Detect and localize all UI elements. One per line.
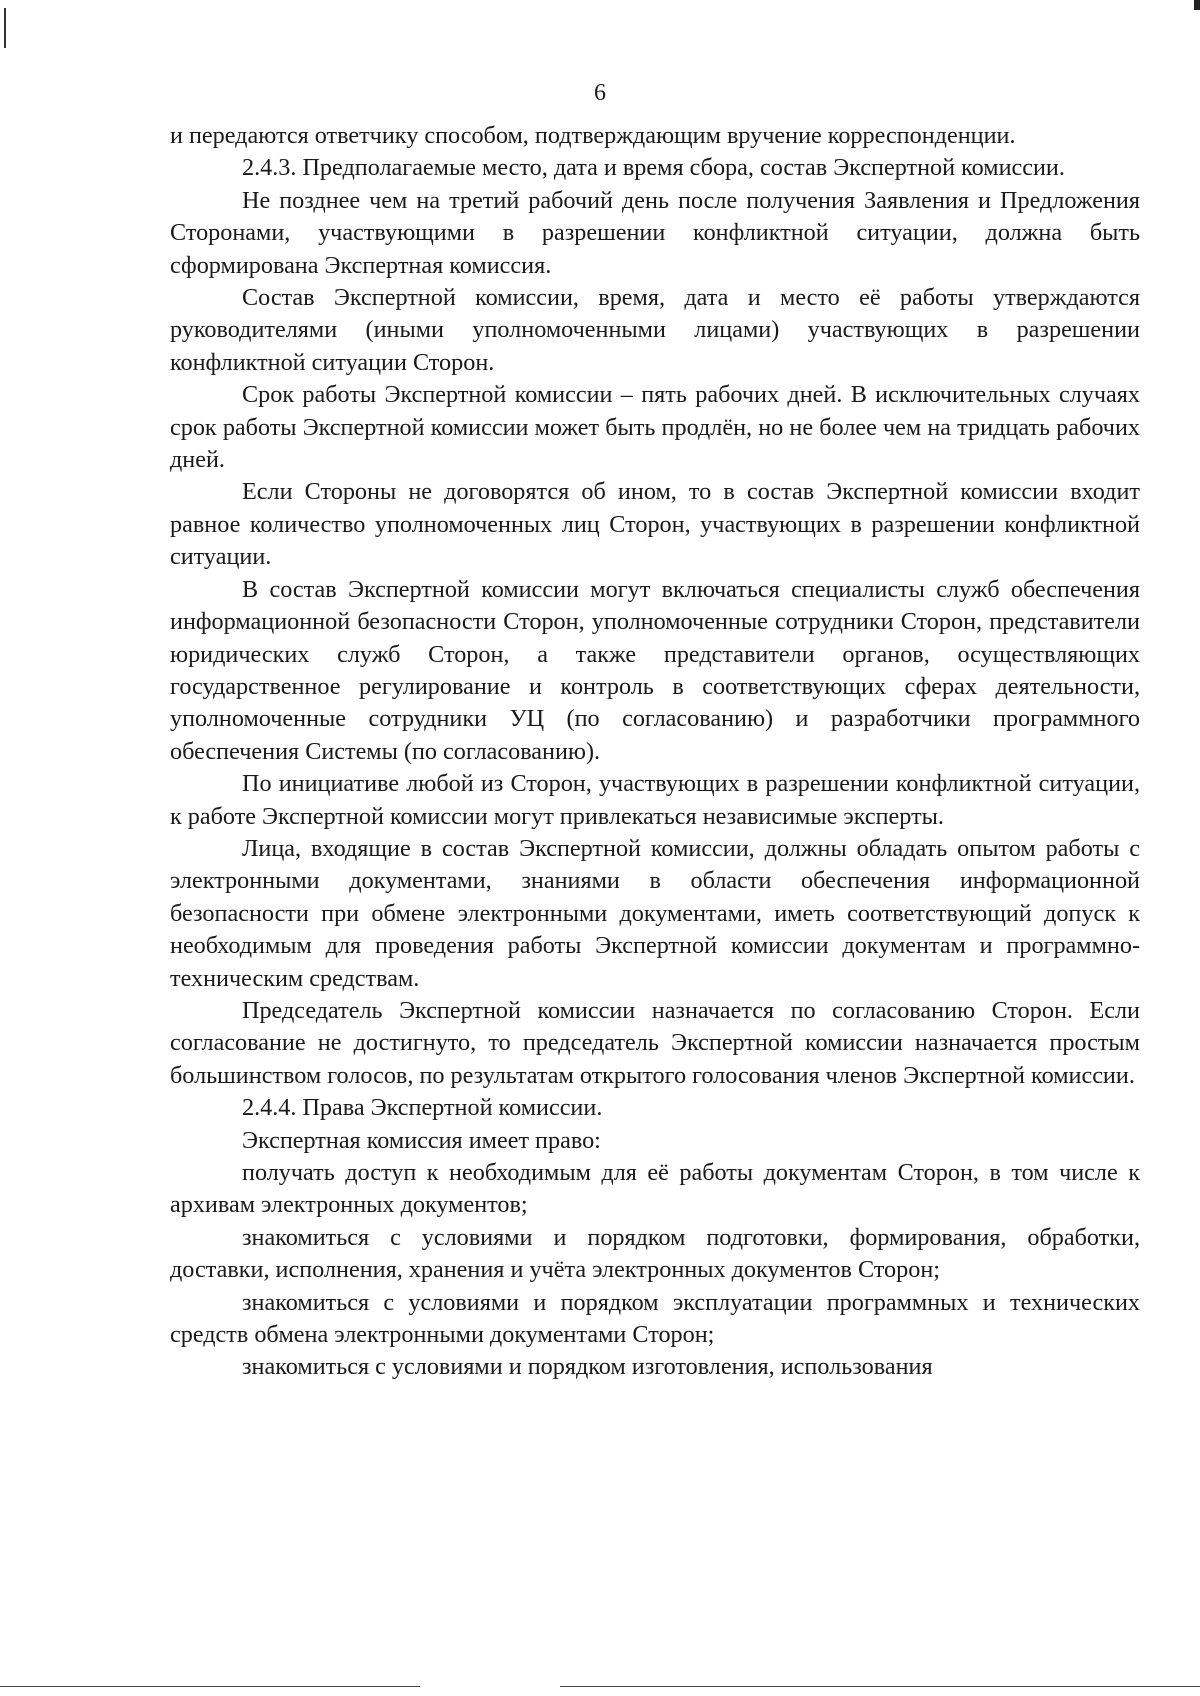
paragraph-4: Состав Экспертной комиссии, время, дата и место её работы утверждаются руководителями (иными уполномоченными лицами) участвующих в разрешении конфликтной ситуации Сторон. [170,284,1140,376]
paragraph-8: По инициативе любой из Сторон, участвующих в разрешении конфликтной ситуации, к работе Экспертной комиссии могут привлекаться независимые эксперты. [170,770,1140,830]
paragraph-3: Не позднее чем на третий рабочий день после получения Заявления и Предложения Сторонами, участвующими в разрешении конфликтной ситуации, должна быть сформирована Экспертная комиссия. [170,186,1140,279]
paragraph-13: получать доступ к необходимым для её работы документам Сторон, в том числе к архивам электронных документов; [170,1159,1140,1219]
page-number: 6 [594,80,606,106]
scan-corner-mark [1194,0,1200,10]
scan-edge-mark [4,8,6,48]
scan-bottom-line-right [560,1686,1200,1687]
paragraph-5: Срок работы Экспертной комиссии – пять рабочих дней. В исключительных случаях срок работы Экспертной комиссии может быть продлён, но не более чем на тридцать рабочих дней. [170,381,1140,474]
scan-bottom-line-left [0,1686,420,1687]
paragraph-7: В состав Экспертной комиссии могут включаться специалисты служб обеспечения информационной безопасности Сторон, уполномоченные сотрудники Сторон, представители юридических служб Сторон, а также представители органов, осуществляющих государственное регулирование и контроль в соответствующих сферах деятельности, уполномоченные сотрудники УЦ (по согласованию) и разработчики программного обеспечения Системы (по согласованию). [170,575,1140,765]
paragraph-2: 2.4.3. Предполагаемые место, дата и время сбора, состав Экспертной комиссии. [242,154,1065,182]
paragraph-9: Лица, входящие в состав Экспертной комиссии, должны обладать опытом работы с электронными документами, знаниями в области обеспечения информационной безопасности при обмене электронными документами, иметь соответствующий допуск к необходимым для проведения работы Экспертной комиссии документам и программно-техническим средствам. [170,834,1140,992]
paragraph-6: Если Стороны не договорятся об ином, то в состав Экспертной комиссии входит равное количество уполномоченных лиц Сторон, участвующих в разрешении конфликтной ситуации. [170,478,1140,571]
paragraph-1: и передаются ответчику способом, подтверждающим вручение корреспонденции. [170,122,1016,149]
document-body [170,120,1140,1384]
paragraph-14: знакомиться с условиями и порядком подготовки, формирования, обработки, доставки, исполнения, хранения и учёта электронных документов Сторон; [170,1223,1140,1284]
paragraph-10: Председатель Экспертной комиссии назначается по согласованию Сторон. Если согласование не достигнуто, то председатель Экспертной комиссии назначается простым большинством голосов, по результатам открытого голосования членов Экспертной комиссии. [170,996,1140,1089]
paragraph-12: Экспертная комиссия имеет право: [242,1126,601,1154]
paragraph-11: 2.4.4. Права Экспертной комиссии. [242,1094,603,1122]
paragraph-15: знакомиться с условиями и порядком эксплуатации программных и технических средств обмена электронными документами Сторон; [170,1288,1140,1349]
paragraph-16: знакомиться с условиями и порядком изготовления, использования [242,1353,933,1381]
